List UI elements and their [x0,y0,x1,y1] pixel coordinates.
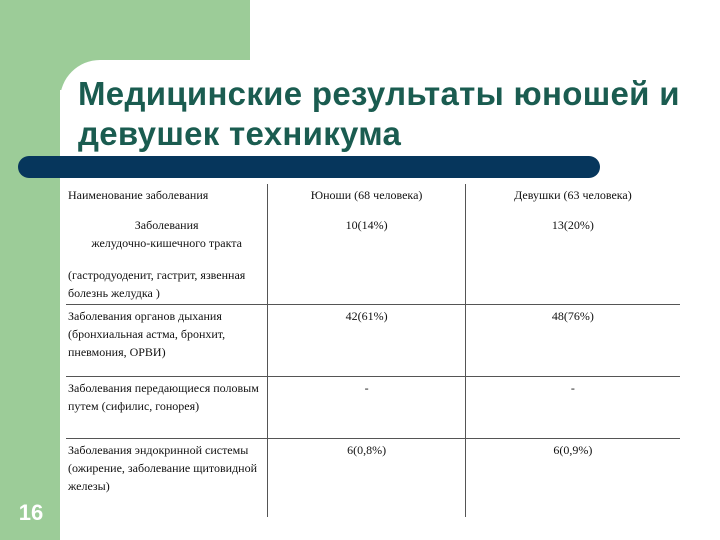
disease-name-extra: (гастродуоденит, гастрит, язвенная болезнь желудка ) [68,268,246,300]
girls-value: 6(0,9%) [465,439,680,517]
header-boys: Юноши (68 человека) [268,184,466,214]
disease-name-cell [66,214,268,305]
table-header-row [66,184,680,214]
girls-value: 48(76%) [465,305,680,377]
title-underline-bar [18,156,600,178]
girls-value: 13(20%) [465,214,680,305]
header-girls: Девушки (63 человека) [465,184,680,214]
slide-number: 16 [18,500,44,525]
disease-name-cell: Заболевания органов дыхания (бронхиальная астма, бронхит, пневмония, ОРВИ) [66,305,268,377]
girls-value: - [465,377,680,439]
disease-name-line2: желудочно-кишечного тракта [91,236,242,250]
table-row [66,439,680,517]
disease-name-cell: Заболевания передающиеся половым путем (сифилис, гонорея) [66,377,268,439]
slide-title: Медицинские результаты юношей и девушек техникума [78,75,680,152]
disease-table [66,184,680,517]
left-decor-band [0,0,60,540]
table-row [66,214,680,305]
disease-name-line1: Заболевания [134,218,199,232]
boys-value: 10(14%) [268,214,466,305]
table-row [66,305,680,377]
boys-value: - [268,377,466,439]
boys-value: 42(61%) [268,305,466,377]
boys-value: 6(0,8%) [268,439,466,517]
header-disease: Наименование заболевания [68,188,209,202]
disease-name-cell: Заболевания эндокринной системы (ожирение, заболевание щитовидной железы) [66,439,268,517]
table-row [66,377,680,439]
